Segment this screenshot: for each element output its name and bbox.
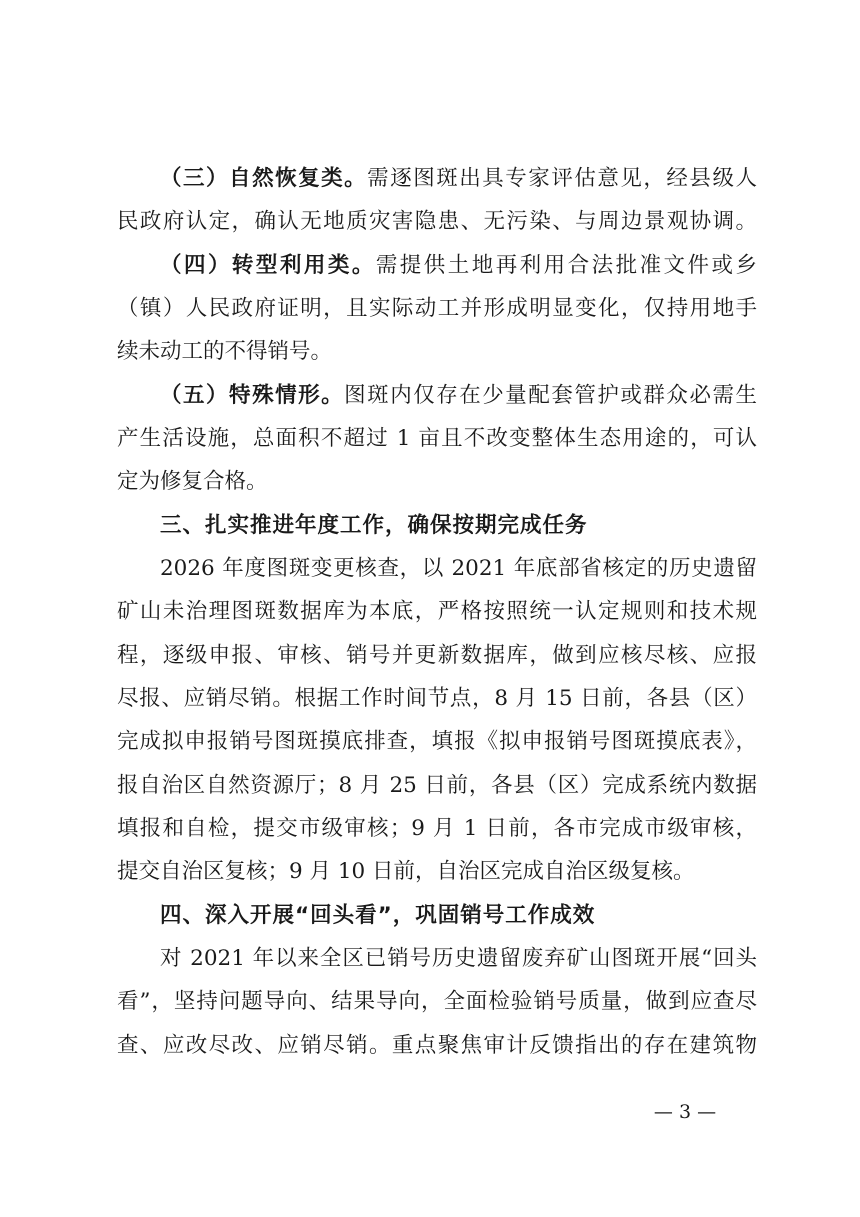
section-4-line-1: 对 2021 年以来全区已销号历史遗留废弃矿山图斑开展“回头 (160, 946, 757, 971)
item-heading-natural-recovery: （三）自然恢复类。 (160, 166, 368, 191)
section-3-line-6: 报自治区自然资源厅；8 月 25 日前，各县（区）完成系统内数据 (117, 773, 757, 798)
section-3-line-5: 完成拟申报销号图斑摸底排查，填报《拟申报销号图斑摸底表》， (117, 729, 757, 754)
section-3-line-4: 尽报、应销尽销。根据工作时间节点，8 月 15 日前，各县（区） (117, 686, 757, 711)
section-3-line-7: 填报和自检，提交市级审核；9 月 1 日前，各市完成市级审核， (117, 816, 757, 841)
section-4-line-3: 查、应改尽改、应销尽销。重点聚焦审计反馈指出的存在建筑物 (117, 1033, 757, 1058)
section-heading-3: 三、扎实推进年度工作，确保按期完成任务 (160, 513, 588, 538)
paragraph-natural-recovery-line-1 (160, 160, 757, 198)
page-number: — 3 — (653, 1101, 717, 1123)
section-3-line-8: 提交自治区复核；9 月 10 日前，自治区完成自治区级复核。 (117, 859, 695, 884)
item-heading-special-cases: （五）特殊情形。 (160, 383, 345, 408)
body-text: 需逐图斑出具专家评估意见，经县级人 (367, 166, 757, 191)
paragraph-special-cases-line-2: 产生活设施，总面积不超过 1 亩且不改变整体生态用途的，可认 (117, 426, 757, 451)
paragraph-transformation-line-1 (160, 247, 757, 285)
paragraph-transformation-line-3: 续未动工的不得销号。 (117, 339, 333, 364)
body-text: 需提供土地再利用合法批准文件或乡 (375, 253, 757, 278)
section-4-line-2: 看”，坚持问题导向、结果导向，全面检验销号质量，做到应查尽 (117, 989, 757, 1014)
body-text: 图斑内仅存在少量配套管护或群众必需生 (344, 383, 757, 408)
section-3-line-1: 2026 年度图斑变更核查，以 2021 年底部省核定的历史遗留 (160, 556, 757, 581)
section-heading-4: 四、深入开展“回头看”，巩固销号工作成效 (160, 903, 596, 928)
section-3-line-3: 程，逐级申报、审核、销号并更新数据库，做到应核尽核、应报 (117, 643, 757, 668)
section-3-line-2: 矿山未治理图斑数据库为本底，严格按照统一认定规则和技术规 (117, 599, 757, 624)
paragraph-special-cases-line-1 (160, 377, 757, 415)
paragraph-transformation-line-2: （镇）人民政府证明，且实际动工并形成明显变化，仅持用地手 (117, 296, 757, 321)
item-heading-transformation: （四）转型利用类。 (160, 253, 376, 278)
paragraph-natural-recovery-line-2: 民政府认定，确认无地质灾害隐患、无污染、与周边景观协调。 (117, 209, 757, 234)
paragraph-special-cases-line-3: 定为修复合格。 (117, 469, 268, 494)
